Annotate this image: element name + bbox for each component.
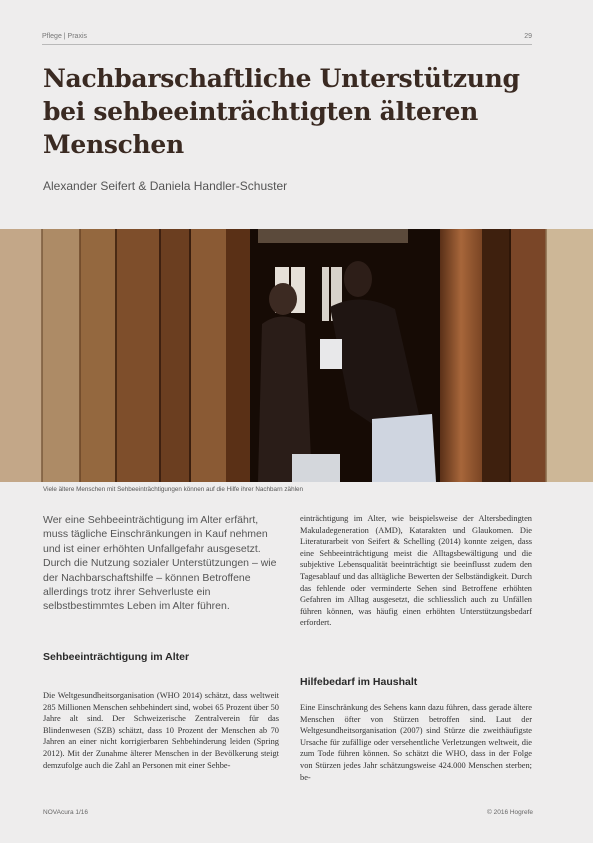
running-head [42,33,532,43]
section-text-hilfebedarf: Eine Einschränkung des Sehens kann dazu führen, dass gerade ältere Menschen öfter von Stürzen betroffen sind. Laut der Weltgesundheitsorganisation (2007) sind Stürze die zweithäufigste Ursache für zufällige oder versehentliche Verletzungen weltweit, die zum Tode führen können. So schätzt die WHO, dass in der Folge von Stürzen jedes Jahr schätzungsweise 424.000 Menschen sterben; be- [300,703,532,782]
journal-issue: NOVAcura 1/16 [43,809,89,816]
article-lead: Wer eine Sehbeeinträchtigung im Alter erfährt, muss tägliche Einschränkungen in Kauf nehmen und ist einer erhöhten Unfallgefahr ausgesetzt. Durch die Nutzung sozialer Unterstützungen – wie der Nachbarschaftshilfe – können Betroffene allerdings trotz ihrer Sehverluste ein selbstbestimmtes Leben im Alter führen. [43,514,277,613]
photo-caption: Viele ältere Menschen mit Sehbeeinträchtigungen können auf die Hilfe ihrer Nachbarn zählen [43,486,303,493]
article-photo [0,229,593,482]
article-title: Nachbarschaftliche Unterstützung bei sehbeeinträchtigten älteren Menschen [43,64,520,159]
section-heading-sehbeeintraechtigung: Sehbeeinträchtigung im Alter [43,651,190,663]
article-authors: Alexander Seifert & Daniela Handler-Schuster [43,179,288,193]
copyright: © 2016 Hogrefe [487,809,533,816]
doorway-scene-image [0,229,593,482]
section-heading-hilfebedarf: Hilfebedarf im Haushalt [300,676,418,688]
column2-text: einträchtigung im Alter, wie beispielsweise der Altersbedingten Makuladegeneration (AMD), Katarakten und Glaukomen. Die Literaturarbeit von Seifert & Schelling (2014) konnte zeigen, dass eine Sehbeeinträchtigung meist die Alltagsbewältigung und die subjektive Lebensqualität beeinträchtigt sie beeinflusst zudem den Tagesablauf und das alltägliche Bewerten der Selbständigkeit. Durch das fehlende oder verminderte Sehen sind Betroffene erhöhten Gefahren im Alltag ausgesetzt, die schliesslich auch zu Unfällen führen können, was häufig einen erhöhten Unterstützungsbedarf erfordert. [300,514,532,628]
header-rule [42,44,532,45]
section-text-sehbeeintraechtigung: Die Weltgesundheitsorganisation (WHO 2014) schätzt, dass weltweit 285 Millionen Menschen sehbehindert sind, wobei 65 Prozent über 50 Jahre alt sind. Der Schweizerische Zentralverein für das Blindenwesen (SZB) schätzt, dass 10 Prozent der Menschen ab 70 Jahren an einer nicht korrigierbaren Sehbehinderung leiden (Spring 2012). Mit der Zunahme älterer Menschen in der Bevölkerung steigt demzufolge auch die Zahl an Personen mit einer Sehbe- [43,691,279,770]
page-number: 29 [524,33,532,40]
section-label: Pflege | Praxis [42,33,88,40]
